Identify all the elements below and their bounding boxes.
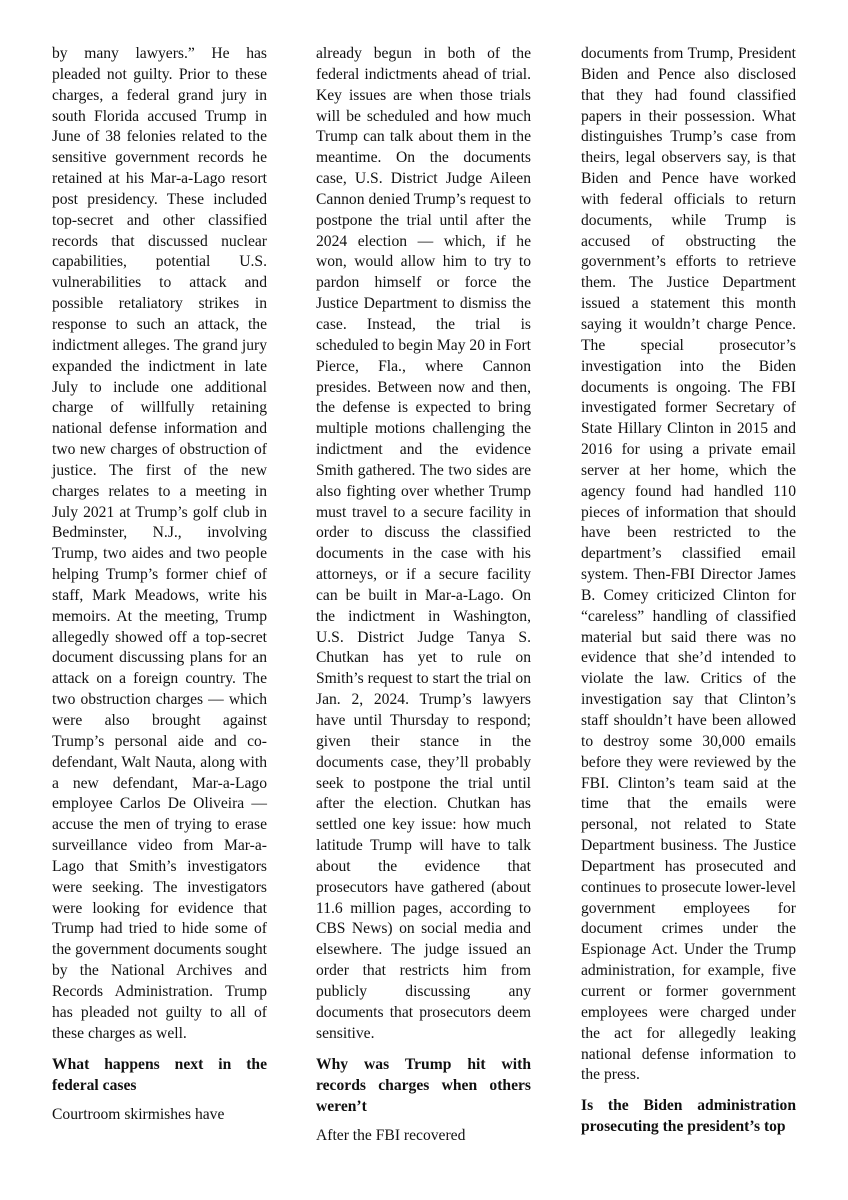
section-heading-next-in-federal-cases: What happens next in the federal cases — [52, 1055, 267, 1094]
column-2-lead-text: After the FBI recovered — [316, 1126, 466, 1144]
column-2 — [316, 44, 531, 1146]
column-1-lead-text: Courtroom skirmishes have — [52, 1105, 225, 1123]
section-heading-biden-administration: Is the Biden administration prosecuting the president’s top — [581, 1097, 796, 1136]
column-2-body: already begun in both of the federal indictments ahead of trial. Key issues are when those trials will be scheduled and how much Trump can talk about them in the meantime. On the documents case, U.S. District Judge Aileen Cannon denied Trump’s request to postpone the trial until after the 2024 election — which, if he won, would allow him to try to pardon himself or force the Justice Department to dismiss the case. Instead, the trial is scheduled to begin May 20 in Fort Pierce, Fla., where Cannon presides. Between now and then, the defense is expected to bring multiple motions challenging the indictment and the evidence Smith gathered. The two sides are also fighting over whether Trump must travel to a secure facility in order to discuss the classified documents in the case with his attorneys, or if a secure facility can be built in Mar-a-Lago. On the indictment in Washington, U.S. District Judge Tanya S. Chutkan has yet to rule on Smith’s request to start the trial on Jan. 2, 2024. Trump’s lawyers have until Thursday to respond; given their stance in the documents case, they’ll probably seek to postpone the trial until after the election. Chutkan has settled one key issue: how much latitude Trump will have to talk about the evidence that prosecutors have gathered (about 11.6 million pages, according to CBS News) on social media and elsewhere. The judge issued an order that restricts him from publicly discussing any documents that prosecutors deem sensitive. — [316, 45, 531, 1042]
column-3 — [581, 44, 796, 1137]
section-heading-why-trump-charged: Why was Trump hit with records charges when others weren’t — [316, 1055, 531, 1115]
column-3-body: documents from Trump, President Biden and Pence also disclosed that they had found classified papers in their possession. What distinguishes Trump’s case from theirs, legal observers say, is that Biden and Pence have worked with federal officials to return documents, while Trump is accused of obstructing the government’s efforts to retrieve them. The Justice Department issued a statement this month saying it wouldn’t charge Pence. The special prosecutor’s investigation into the Biden documents is ongoing. The FBI investigated former Secretary of State Hillary Clinton in 2015 and 2016 for using a private email server at her home, which the agency found had handled 110 pieces of information that should have been restricted to the department’s classified email system. Then-FBI Director James B. Comey criticized Clinton for “careless” handling of classified material but said there was no evidence that she’d intended to violate the law. Critics of the investigation say that Clinton’s staff shouldn’t have been allowed to destroy some 30,000 emails before they were reviewed by the FBI. Clinton’s team said at the time that the emails were personal, not related to State Department business. The Justice Department has prosecuted and continues to prosecute lower-level government employees for document crimes under the Espionage Act. Under the Trump administration, for example, five current or former government employees were charged under the act for allegedly leaking national defense information to the press. — [581, 45, 796, 1084]
column-1 — [52, 44, 267, 1125]
column-1-body: by many lawyers.” He has pleaded not guilty. Prior to these charges, a federal grand jury in south Florida accused Trump in June of 38 felonies related to the sensitive government records he retained at his Mar-a-Lago resort post presidency. These included top-secret and other classified records that discussed nuclear capabilities, potential U.S. vulnerabilities to attack and possible retaliatory strikes in response to such an attack, the indictment alleges. The grand jury expanded the indictment in late July to include one additional charge of willfully retaining national defense information and two new charges of obstruction of justice. The first of the new charges relates to a meeting in July 2021 at Trump’s golf club in Bedminster, N.J., involving Trump, two aides and two people helping Trump’s former chief of staff, Mark Meadows, write his memoirs. At the meeting, Trump allegedly showed off a top-secret document discussing plans for an attack on a foreign country. The two obstruction charges — which were also brought against Trump’s personal aide and co-defendant, Walt Nauta, along with a new defendant, Mar-a-Lago employee Carlos De Oliveira — accuse the men of trying to erase surveillance video from Mar-a-Lago that Smith’s investigators were seeking. The investigators were looking for evidence that Trump had tried to hide some of the government documents sought by the National Archives and Records Administration. Trump has pleaded not guilty to all of these charges as well. — [52, 45, 267, 1042]
